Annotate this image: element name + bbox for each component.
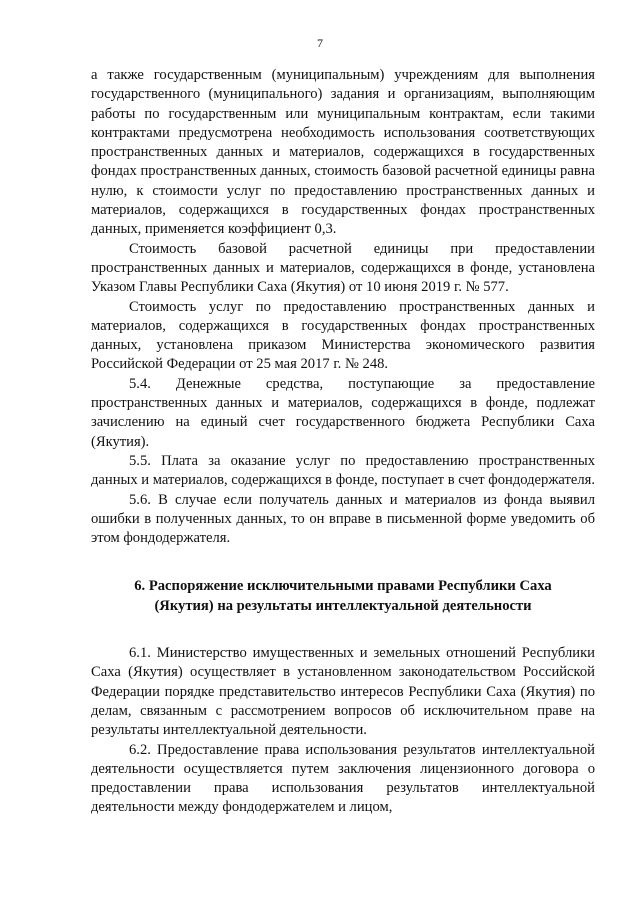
- document-body: [91, 66, 595, 818]
- paragraph-continuation: а также государственным (муниципальным) учреждениям для выполнения государственного (муниципального) задания и организациям, выполняющим работы по государственным или муниципальным контрактам, если такими контрактами предусмотрена необходимость использования соответствующих пространственных данных и материалов, содержащихся в государственных фондах пространственных данных, стоимость базовой расчетной единицы равна нулю, к стоимости услуг по предоставлению пространственных данных и материалов, содержащихся в государственных фондах пространственных данных, применяется коэффициент 0,3.: [91, 67, 595, 238]
- paragraph-6-1: 6.1. Министерство имущественных и земельных отношений Республики Саха (Якутия) осуществляет в установленном законодательством Российской Федерации порядке представительство интересов Республики Саха (Якутия) по делам, связанным с рассмотрением вопросов об исключительном праве на результаты интеллектуальной деятельности.: [91, 645, 595, 739]
- paragraph-5-5: 5.5. Плата за оказание услуг по предоставлению пространственных данных и материалов, содержащихся в фонде, поступает в счет фондодержателя.: [91, 452, 596, 489]
- paragraph-5-6: 5.6. В случае если получатель данных и материалов из фонда выявил ошибки в полученных данных, то он вправе в письменной форме уведомить об этом фондодержателя.: [91, 491, 595, 547]
- paragraph-5-4: 5.4. Денежные средства, поступающие за предоставление пространственных данных и материалов, содержащихся в фонде, подлежат зачислению на единый счет государственного бюджета Республики Саха (Якутия).: [91, 375, 595, 450]
- page-number: 7: [317, 36, 323, 50]
- paragraph-base-unit-cost: Стоимость базовой расчетной единицы при предоставлении пространственных данных и материалов, содержащихся в фонде, установлена Указом Главы Республики Саха (Якутия) от 10 июня 2019 г. № 577.: [91, 240, 595, 296]
- section-6-heading: [91, 577, 595, 616]
- section-6-heading-line-1: 6. Распоряжение исключительными правами Республики Саха: [134, 578, 552, 595]
- paragraph-6-2: 6.2. Предоставление права использования результатов интеллектуальной деятельности осуществляется путем заключения лицензионного договора о предоставлении права использования результатов интеллектуальной деятельности между фондодержателем и лицом,: [91, 741, 595, 816]
- paragraph-services-cost: Стоимость услуг по предоставлению пространственных данных и материалов, содержащихся в государственных фондах пространственных данных, установлена приказом Министерства экономического развития Российской Федерации от 25 мая 2017 г. № 248.: [91, 298, 595, 373]
- section-6-heading-line-2: (Якутия) на результаты интеллектуальной деятельности: [154, 597, 532, 614]
